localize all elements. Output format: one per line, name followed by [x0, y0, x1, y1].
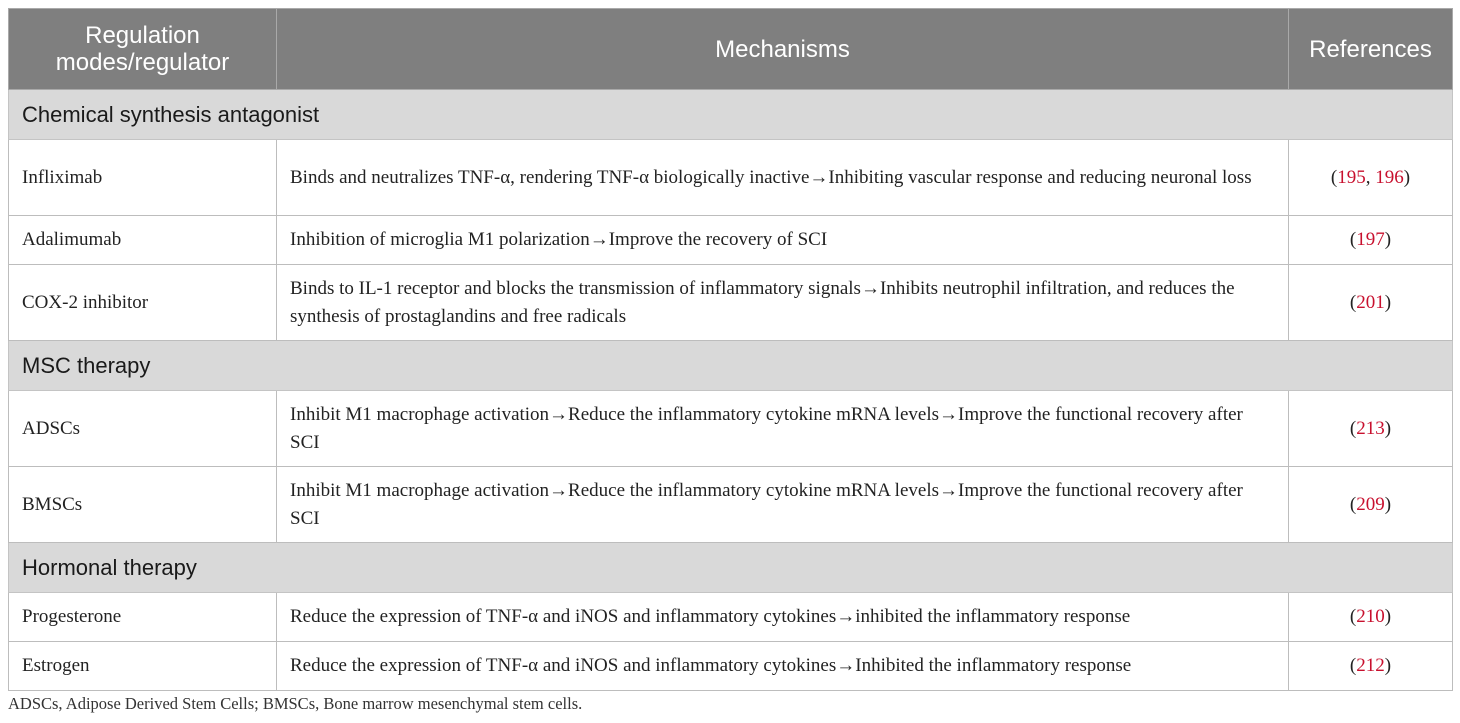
table-row	[9, 642, 1453, 691]
section-title: Hormonal therapy	[9, 543, 1453, 593]
section-row	[9, 341, 1453, 391]
table-row	[9, 140, 1453, 216]
mechanism-cell: Binds to IL-1 receptor and blocks the transmission of inflammatory signals→Inhibits neutrophil infiltration, and reduces the synthesis of prostaglandins and free radicals	[277, 265, 1289, 341]
regulator-cell: COX-2 inhibitor	[9, 265, 277, 341]
reference-cell: (212)	[1289, 642, 1453, 691]
table-footnote: ADSCs, Adipose Derived Stem Cells; BMSCs, Bone marrow mesenchymal stem cells.	[8, 694, 583, 713]
header-references: References	[1289, 9, 1453, 90]
regulator-cell: BMSCs	[9, 467, 277, 543]
table-body	[9, 90, 1453, 691]
reference-cell: (210)	[1289, 593, 1453, 642]
mechanism-cell: Inhibit M1 macrophage activation→Reduce the inflammatory cytokine mRNA levels→Improve the functional recovery after SCI	[277, 467, 1289, 543]
mechanism-cell: Reduce the expression of TNF-α and iNOS and inflammatory cytokines→inhibited the inflammatory response	[277, 593, 1289, 642]
mechanism-cell: Inhibit M1 macrophage activation→Reduce the inflammatory cytokine mRNA levels→Improve the functional recovery after SCI	[277, 391, 1289, 467]
section-title: MSC therapy	[9, 341, 1453, 391]
mechanism-cell: Binds and neutralizes TNF-α, rendering TNF-α biologically inactive→Inhibiting vascular response and reducing neuronal loss	[277, 140, 1289, 216]
regulator-cell: Estrogen	[9, 642, 277, 691]
header-regulator: Regulation modes/regulator	[9, 9, 277, 90]
mechanism-cell: Reduce the expression of TNF-α and iNOS and inflammatory cytokines→Inhibited the inflammatory response	[277, 642, 1289, 691]
regulator-cell: Adalimumab	[9, 216, 277, 265]
table-row	[9, 265, 1453, 341]
section-row	[9, 90, 1453, 140]
table-row	[9, 216, 1453, 265]
reference-cell: (201)	[1289, 265, 1453, 341]
regulation-table-container	[8, 8, 1452, 691]
reference-link[interactable]: 213	[1356, 417, 1385, 439]
reference-cell: (213)	[1289, 391, 1453, 467]
header-mechanisms: Mechanisms	[277, 9, 1289, 90]
regulator-cell: ADSCs	[9, 391, 277, 467]
reference-cell: (197)	[1289, 216, 1453, 265]
mechanism-cell: Inhibition of microglia M1 polarization→Improve the recovery of SCI	[277, 216, 1289, 265]
header-row	[9, 9, 1453, 90]
reference-link[interactable]: 201	[1356, 291, 1385, 313]
reference-link[interactable]: 195	[1337, 166, 1366, 188]
regulator-cell: Infliximab	[9, 140, 277, 216]
section-row	[9, 543, 1453, 593]
section-title: Chemical synthesis antagonist	[9, 90, 1453, 140]
reference-link[interactable]: 210	[1356, 606, 1385, 627]
regulation-table	[8, 8, 1453, 691]
reference-cell: (209)	[1289, 467, 1453, 543]
table-row	[9, 391, 1453, 467]
reference-link[interactable]: 196	[1375, 166, 1404, 188]
table-row	[9, 467, 1453, 543]
reference-link[interactable]: 197	[1356, 229, 1385, 250]
table-row	[9, 593, 1453, 642]
reference-link[interactable]: 212	[1356, 655, 1385, 676]
reference-cell: (195, 196)	[1289, 140, 1453, 216]
reference-link[interactable]: 209	[1356, 493, 1385, 515]
regulator-cell: Progesterone	[9, 593, 277, 642]
